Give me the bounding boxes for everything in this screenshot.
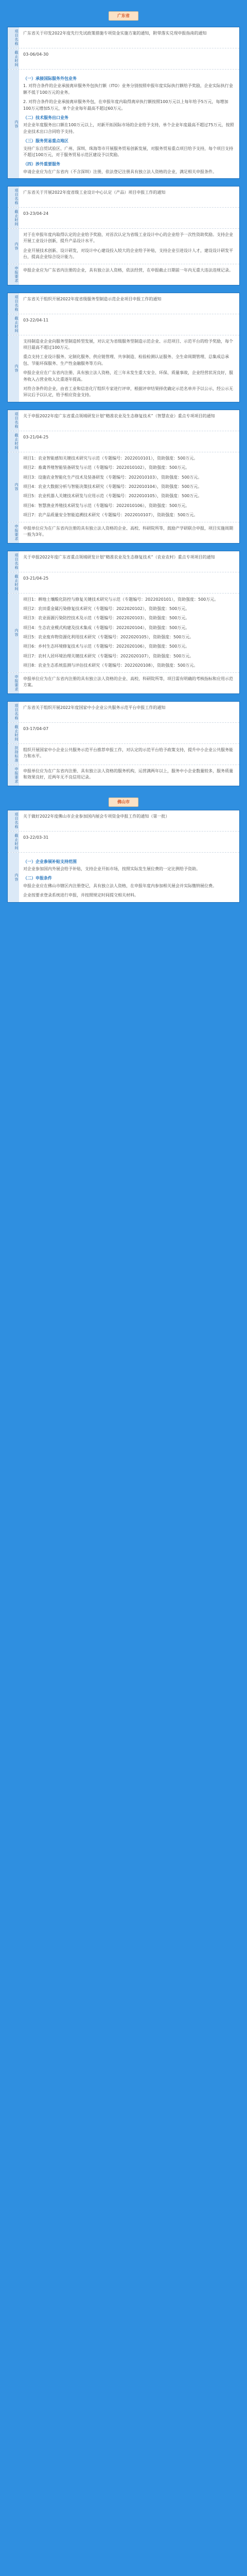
row-label: 截止时间 xyxy=(8,723,19,743)
row-apply xyxy=(8,765,239,786)
policy-card xyxy=(7,186,240,285)
project-item: 项目3：设施农业智能化生产技术及装备研发（专题编号：2022010103），资助强度：500万元。 xyxy=(23,474,202,480)
project-item: 项目2：农田重金属污染修复技术研究（专题编号：2022020102），资助强度：500万元。 xyxy=(23,606,190,611)
deadline-value: 03-22/04-11 xyxy=(23,317,49,323)
row-content xyxy=(8,452,239,522)
row-label: 项目名称 xyxy=(8,410,19,431)
row-label: 截止时间 xyxy=(8,314,19,335)
deadline-value: 03-17/04-07 xyxy=(23,726,49,731)
deadline-value: 03-21/04-25 xyxy=(23,575,49,581)
policy-details xyxy=(19,229,239,264)
project-item: 项目4：农业大数据分析与智能决策技术研究（专题编号：2022010104），资助强度：500万元。 xyxy=(23,484,202,489)
row-title xyxy=(8,810,239,832)
policy-details xyxy=(19,452,239,522)
section-text: 企业开展技术创新、设计研发，对设计中心建设投入较大的企业给予补贴，支持企业引进设计人才，建设设计研发平台，提高企业综合设计能力。 xyxy=(23,248,233,260)
apply-requirements: 申报单位应为在广东省内注册、具有独立法人资格的服务机构，运营满两年以上，服务中小企业数量较多，服务质量和效果良好，近两年无不良信用记录。 xyxy=(23,768,233,780)
project-item: 项目8：农业生态系统监测与评估技术研究（专题编号：2022020108），资助强度：500万元。 xyxy=(23,663,198,668)
section-text: 对符合条件的企业，由省工业和信息化厅组织专家进行评审，根据评审结果择优确定示范名单并予以公示，经公示无异议后予以认定，给予相应资金支持。 xyxy=(23,386,233,398)
row-label: 申报要求 xyxy=(8,522,19,543)
row-label: 项目名称 xyxy=(8,27,19,48)
row-label: 项目名称 xyxy=(8,810,19,831)
section-heading: （一）承接国际服务外包业务 xyxy=(23,76,77,81)
apply-requirements: 申报单位应为在广东省内注册的具有独立法人资格的企业、高校、科研院所等，鼓励产学研联合申报，项目实施周期一般为3年。 xyxy=(23,526,233,537)
section-text: 申报企业应在广东省内注册、具有独立法人资格，近三年未发生重大安全、环保、质量事故，企业经营状况良好，服务收入占营业收入比重逐年提高。 xyxy=(23,370,233,382)
row-apply xyxy=(8,264,239,285)
deadline-value: 03-21/04-25 xyxy=(23,434,49,439)
section-text: 支持广东自贸试验区、广州、深圳、珠海等市开展服务贸易创新发展，对服务贸易重点项目给予支持，每个项目支持不超过100万元，对于服务贸易示范区建设予以奖励。 xyxy=(23,146,233,157)
policy-title[interactable]: 关于申报2022年度广东省重点领域研发计划“精准农业及生态修复技术”（农业农村）重点专项项目的通知 xyxy=(23,554,215,560)
project-item: 项目3：农业面源污染防控技术及示范（专题编号：2022020103），资助强度：500万元。 xyxy=(23,616,190,621)
row-title xyxy=(8,702,239,723)
policy-details xyxy=(19,853,239,902)
section-heading: （二）申报条件 xyxy=(23,876,52,881)
section-text: 重点支持工业设计服务、定制化服务、供应链管理、共享制造、检验检测认证服务、全生命周期管理、总集成总承包、节能环保服务、生产性金融服务等方向。 xyxy=(23,354,229,366)
row-label: 内容 xyxy=(8,229,19,264)
project-item: 项目1：农业智能感知关键技术研究与示范（专题编号：2022010101），资助强度：500万元。 xyxy=(23,455,198,461)
policy-title[interactable]: 广东省关于印发2022年度先行先试政策措施专项资金实施方案的通知，附带落实兑现申报指南的通知 xyxy=(23,31,207,36)
section-text: 申报企业应在佛山市辖区内注册登记，具有独立法人资格，在申报年度内参加相关展会并实际缴纳展位费。 xyxy=(23,883,217,888)
row-title xyxy=(8,410,239,431)
section-text: 对于在申报年度内取得认定的企业给予奖励，对首次认定为省级工业设计中心的企业给予一次性资助奖励。支持企业开展工业设计创新，提升产品设计水平。 xyxy=(23,232,233,244)
row-content xyxy=(8,594,239,673)
row-deadline xyxy=(8,208,239,229)
deadline-value: 03-06/04-30 xyxy=(23,52,49,57)
row-label: 项目名称 xyxy=(8,702,19,722)
section-text: 支持制造业企业向服务型制造转型发展，对认定为省级服务型制造示范企业、示范项目、示范平台的给予奖励，每个项目最高不超过100万元。 xyxy=(23,338,233,350)
project-item: 项目6：智慧渔业养殖技术研发与示范（专题编号：2022010106），资助强度：500万元。 xyxy=(23,503,190,508)
row-apply xyxy=(8,522,239,543)
project-item: 项目5：农业机器人关键技术研发与应用示范（专题编号：2022010105），资助强度：500万元。 xyxy=(23,494,202,499)
policy-title[interactable]: 关于申报2022年度广东省重点领域研发计划“精准农业及生态修复技术”（智慧农业）重点专项项目的通知 xyxy=(23,413,215,418)
section-text: 对企业参加国内外展会给予补贴，支持企业开拓市场，按照实际发生展位费的一定比例给予资助。 xyxy=(23,867,200,872)
policy-title[interactable]: 广东省关于开展2022年度省级工业设计中心认定（产品）项目申报工作的通知 xyxy=(23,190,166,195)
row-label: 内容 xyxy=(8,335,19,402)
row-content xyxy=(8,70,239,178)
row-label: 申报要求 xyxy=(8,673,19,693)
policy-card xyxy=(7,701,240,786)
row-label: 申报要求 xyxy=(8,765,19,786)
section-heading: （一）企业参展补贴支持范围 xyxy=(23,859,77,864)
policy-details xyxy=(19,70,239,178)
section-text: 申请企业应为在广东省内（不含深圳）注册，依法登记注册具有独立法人资格的企业，满足相关申报条件。 xyxy=(23,169,217,174)
row-title xyxy=(8,27,239,48)
row-deadline xyxy=(8,572,239,594)
row-label: 申报要求 xyxy=(8,264,19,285)
project-item: 项目7：农村人居环境治理关键技术研究（专题编号：2022020107），资助强度：500万元。 xyxy=(23,653,194,658)
row-title xyxy=(8,551,239,572)
policy-card xyxy=(7,551,240,694)
row-label: 截止时间 xyxy=(8,431,19,452)
row-apply xyxy=(8,673,239,693)
deadline-value: 03-23/04-24 xyxy=(23,211,49,216)
row-label: 截止时间 xyxy=(8,48,19,69)
policy-card xyxy=(7,27,240,179)
section-heading: （二）技术服务出口业务 xyxy=(23,115,68,120)
row-label: 内容 xyxy=(8,452,19,522)
row-label: 扶持标准 xyxy=(8,744,19,765)
row-content xyxy=(8,229,239,264)
project-item: 项目7：农产品质量安全智能追溯技术研究（专题编号：2022010107），资助强度：500万元。 xyxy=(23,513,198,518)
row-content xyxy=(8,335,239,402)
policy-details xyxy=(19,594,239,672)
region-tag-foshan: 佛山市 xyxy=(109,798,138,807)
section-text: 2. 对符合条件的企业承接离岸服务外包，在申报年度内取得离岸执行额按照100万元以上每年给予5万元，每增加100万元增加5万元，单个企业每年最高不超过60万元。 xyxy=(23,99,228,111)
row-label: 项目名称 xyxy=(8,187,19,207)
row-label: 截止时间 xyxy=(8,208,19,228)
section-text: 对企业年度服务出口额在100万元以上，对新开拓国际市场的企业给予支持，单个企业年度最高不超过75万元，按照企业技术出口合同给予支持。 xyxy=(23,123,234,134)
row-deadline xyxy=(8,48,239,70)
row-label: 项目名称 xyxy=(8,551,19,572)
row-deadline xyxy=(8,723,239,744)
section-heading: （四）涉外重要服务 xyxy=(23,162,60,167)
row-deadline xyxy=(8,431,239,452)
project-item: 项目4：生态农业模式构建及技术集成（专题编号：2022020104），资助强度：500万元。 xyxy=(23,625,190,630)
policy-card xyxy=(7,810,240,903)
row-label: 内容 xyxy=(8,70,19,178)
row-title xyxy=(8,187,239,208)
apply-requirements: 申报企业应为广东省内注册的企业，具有独立法人资格，依法经营，在申报截止日期前一年内无重大违法违规记录。 xyxy=(23,267,233,273)
row-deadline xyxy=(8,314,239,335)
policy-title[interactable]: 关于做好2022年度佛山市企业参加国内展会专项资金申报工作的通知（第一批） xyxy=(23,814,170,819)
policy-card xyxy=(7,293,240,402)
region-tag-guangdong: 广东省 xyxy=(109,11,138,21)
row-label: 项目名称 xyxy=(8,293,19,314)
row-label: 内容 xyxy=(8,594,19,672)
top-strip xyxy=(0,0,247,11)
policy-card xyxy=(7,410,240,544)
row-label: 截止时间 xyxy=(8,832,19,852)
row-support xyxy=(8,744,239,765)
section-text: 企业按要求登录系统进行申报，并按照规定时间提交相关材料。 xyxy=(23,893,138,898)
support-standard: 组织开展国家中小企业公共服务示范平台推荐申报工作，对认定的示范平台给予政策支持，提升中小企业公共服务能力和水平。 xyxy=(23,747,233,759)
policy-title[interactable]: 广东省关于组织开展2022年度国家中小企业公共服务示范平台申报工作的通知 xyxy=(23,705,166,710)
deadline-value: 03-22/03-31 xyxy=(23,835,49,840)
row-title xyxy=(8,293,239,314)
policy-title[interactable]: 广东省关于组织开展2022年度省级服务型制造示范企业项目申报工作的通知 xyxy=(23,296,162,301)
project-item: 项目6：乡村生态环境修复技术与示范（专题编号：2022020106），资助强度：500万元。 xyxy=(23,644,190,649)
apply-requirements: 申报单位应为在广东省内注册的具有独立法人资格的企业、高校、科研院所等，项目需有明确的考核指标和应用示范方案。 xyxy=(23,676,233,688)
project-item: 项目1：耕地土壤酸化防控与修复关键技术研究与示范（专题编号：2022020101），资助强度：500万元。 xyxy=(23,597,219,602)
policy-details xyxy=(19,335,239,402)
row-deadline xyxy=(8,832,239,853)
row-content xyxy=(8,853,239,902)
section-heading: （三）服务贸易重点地区 xyxy=(23,139,68,144)
section-text: 1. 对符合条件的企业承接离岸服务外包执行额（ITO）业务分别按照申报年度实际执行额给予奖励，企业实际执行金额不低于100万元的业务。 xyxy=(23,83,233,95)
row-label: 内容 xyxy=(8,853,19,902)
row-label: 截止时间 xyxy=(8,572,19,593)
project-item: 项目5：农业废弃物资源化利用技术研究（专题编号：2022020105），资助强度：500万元。 xyxy=(23,635,194,640)
project-item: 项目2：畜禽养殖智能装备研发与示范（专题编号：2022010102），资助强度：500万元。 xyxy=(23,465,190,470)
